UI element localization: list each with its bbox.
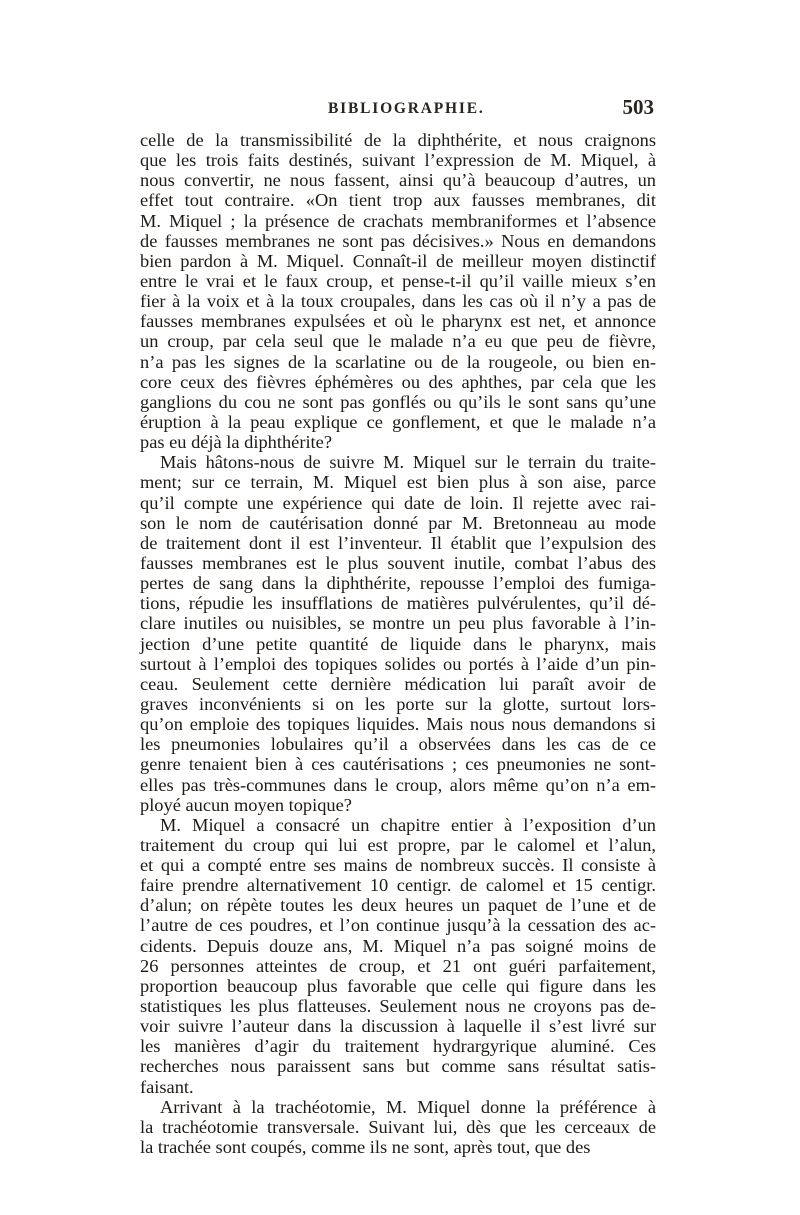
- text-line: elles pas très-communes dans le croup, alors même qu’on n’a em-: [140, 774, 656, 795]
- text-line: d’alun; on répète toutes les deux heures un paquet de l’une et de: [140, 895, 656, 916]
- text-line: son le nom de cautérisation donné par M. Bretonneau au mode: [140, 512, 656, 533]
- text-line: recherches nous paraissent sans but comme sans résultat satis-: [140, 1056, 656, 1077]
- text-line: fausses membranes expulsées et où le pharynx est net, et annonce: [140, 311, 656, 332]
- text-line: jection d’une petite quantité de liquide dans le pharynx, mais: [140, 633, 656, 654]
- text-line: nous convertir, ne nous fassent, ainsi qu’à beaucoup d’autres, un: [140, 170, 656, 191]
- text-line: éruption à la peau explique ce gonflement, et que le malade n’a: [140, 411, 656, 432]
- text-line: celle de la transmissibilité de la diphthérite, et nous craignons: [140, 130, 656, 150]
- text-line: faisant.: [140, 1076, 194, 1097]
- text-line: Mais hâtons-nous de suivre M. Miquel sur le terrain du traite-: [160, 452, 656, 473]
- text-line: de traitement dont il est l’inventeur. Il établit que l’expulsion des: [140, 532, 656, 553]
- text-line: ceau. Seulement cette dernière médication lui paraît avoir de: [140, 673, 656, 694]
- running-title: BIBLIOGRAPHIE.: [328, 100, 485, 117]
- text-line: les pneumonies lobulaires qu’il a observées dans les cas de ce: [140, 734, 656, 755]
- text-line: voir suivre l’auteur dans la discussion à laquelle il s’est livré sur: [140, 1016, 656, 1037]
- text-line: core ceux des fièvres éphémères ou des aphthes, par cela que les: [140, 371, 656, 392]
- text-line: traitement du croup qui lui est propre, par le calomel et l’alun,: [140, 834, 656, 855]
- text-line: et qui a compté entre ses mains de nombreux succès. Il consiste à: [140, 855, 656, 876]
- text-line: ment; sur ce terrain, M. Miquel est bien plus à son aise, parce: [140, 472, 656, 493]
- text-line: effet tout contraire. «On tient trop aux fausses membranes, dit: [140, 190, 656, 211]
- text-line: n’a pas les signes de la scarlatine ou de la rougeole, ou bien en-: [140, 351, 656, 372]
- text-line: ployé aucun moyen topique?: [140, 794, 352, 815]
- text-line: les manières d’agir du traitement hydrargyrique aluminé. Ces: [140, 1036, 656, 1057]
- text-line: de fausses membranes ne sont pas décisives.» Nous en demandons: [140, 230, 656, 251]
- page-header: [140, 95, 656, 125]
- text-line: faire prendre alternativement 10 centigr. de calomel et 15 centigr.: [140, 875, 656, 896]
- text-line: fausses membranes est le plus souvent inutile, combat l’abus des: [140, 552, 656, 573]
- text-line: cidents. Depuis douze ans, M. Miquel n’a pas soigné moins de: [140, 935, 656, 956]
- text-line: qu’on emploie des topiques liquides. Mais nous nous demandons si: [140, 714, 656, 735]
- text-line: qu’il compte une expérience qui date de loin. Il rejette avec rai-: [140, 492, 656, 513]
- text-line: un croup, par cela seul que le malade n’a eu que peu de fièvre,: [140, 331, 656, 352]
- text-line: l’autre de ces poudres, et l’on continue jusqu’à la cessation des ac-: [140, 915, 656, 936]
- text-line: surtout à l’emploi des topiques solides ou portés à l’aide d’un pin-: [140, 653, 656, 674]
- text-line: statistiques les plus flatteuses. Seulement nous ne croyons pas de-: [140, 996, 656, 1017]
- text-line: M. Miquel ; la présence de crachats membraniformes et l’absence: [140, 210, 656, 231]
- text-line: entre le vrai et le faux croup, et pense-t-il qu’il vaille mieux s’en: [140, 270, 656, 291]
- text-line: pas eu déjà la diphthérite?: [140, 432, 332, 453]
- text-line: bien pardon à M. Miquel. Connaît-il de meilleur moyen distinctif: [140, 250, 656, 271]
- body-text: [140, 130, 656, 1157]
- text-line: Arrivant à la trachéotomie, M. Miquel donne la préférence à: [160, 1096, 656, 1117]
- text-line: graves inconvénients si on les porte sur la glotte, surtout lors-: [140, 693, 656, 714]
- text-line: la trachéotomie transversale. Suivant lui, dès que les cerceaux de: [140, 1116, 656, 1137]
- text-line: proportion beaucoup plus favorable que celle qui figure dans les: [140, 975, 656, 996]
- text-line: M. Miquel a consacré un chapitre entier à l’exposition d’un: [160, 814, 656, 835]
- text-line: clare inutiles ou nuisibles, se montre un peu plus favorable à l’in-: [140, 613, 656, 634]
- page-number: 503: [622, 95, 654, 119]
- text-line: pertes de sang dans la diphthérite, repousse l’emploi des fumiga-: [140, 573, 656, 594]
- text-line: genre tenaient bien à ces cautérisations ; ces pneumonies ne sont-: [140, 754, 656, 775]
- text-line: que les trois faits destinés, suivant l’expression de M. Miquel, à: [140, 150, 656, 171]
- text-line: la trachée sont coupés, comme ils ne sont, après tout, que des: [140, 1137, 591, 1158]
- text-line: ganglions du cou ne sont pas gonflés ou qu’ils le sont sans qu’une: [140, 391, 656, 412]
- text-line: tions, répudie les insufflations de matières pulvérulentes, qu’il dé-: [140, 593, 656, 614]
- text-line: 26 personnes atteintes de croup, et 21 ont guéri parfaitement,: [140, 955, 656, 976]
- text-line: fier à la voix et à la toux croupales, dans les cas où il n’y a pas de: [140, 291, 656, 312]
